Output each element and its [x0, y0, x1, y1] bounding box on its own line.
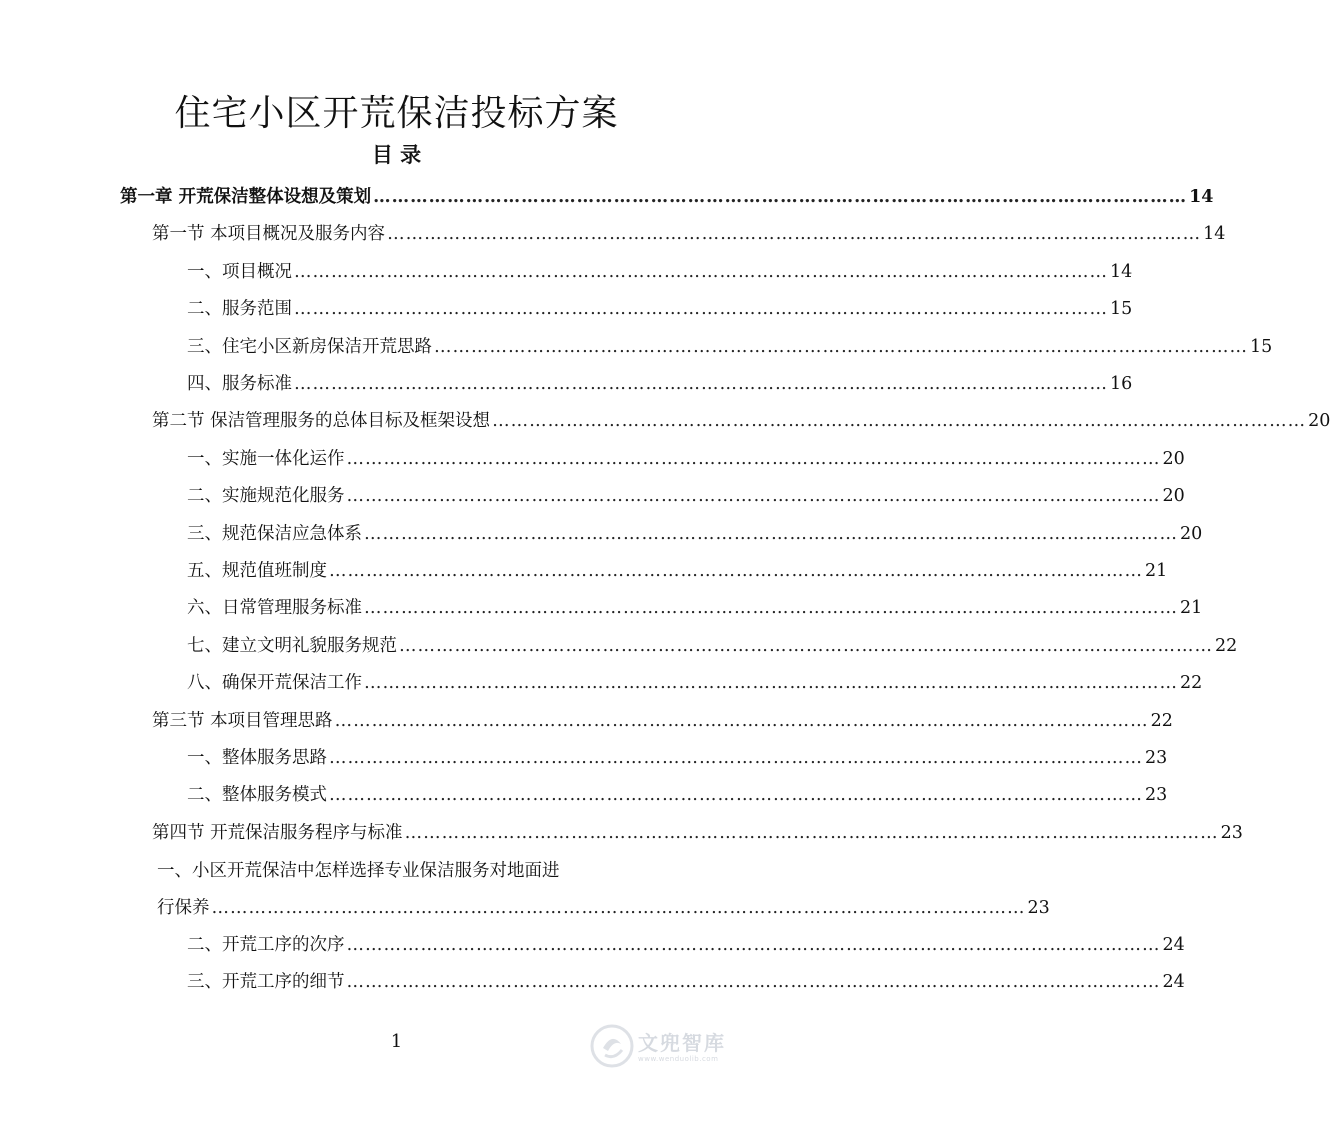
toc-label: 二、服务范围: [187, 299, 292, 320]
leader-dots: ……………………………………………………………………………………………………………………: [364, 598, 1178, 619]
toc-page-number: 21: [1180, 598, 1203, 619]
toc-label: 四、服务标准: [187, 374, 292, 394]
toc-page-number: 15: [1250, 336, 1273, 357]
toc-section[interactable]: [152, 408, 1330, 434]
toc-item[interactable]: [187, 371, 1133, 397]
toc-page-number: 22: [1150, 710, 1173, 731]
toc-label: 二、实施规范化服务: [187, 486, 345, 507]
toc-label: 一、整体服务思路: [187, 748, 327, 768]
toc-item[interactable]: [187, 782, 1168, 808]
toc-label: 二、整体服务模式: [187, 785, 327, 806]
leader-dots: ……………………………………………………………………………………………………………………: [294, 261, 1108, 282]
toc-item[interactable]: [187, 521, 1203, 547]
toc-item[interactable]: [187, 633, 1238, 659]
toc-item[interactable]: [187, 595, 1203, 621]
toc-item[interactable]: [187, 558, 1168, 584]
toc-label: 三、规范保洁应急体系: [187, 523, 362, 544]
leader-dots: ……………………………………………………………………………………………………………………: [329, 748, 1143, 768]
leader-dots: ……………………………………………………………………………………………………………………: [387, 224, 1202, 245]
leader-dots: ……………………………………………………………………………………………………………………: [346, 486, 1161, 507]
leader-dots: ……………………………………………………………………………………………………………………: [373, 187, 1188, 207]
toc-page-number: 16: [1110, 374, 1133, 394]
toc-page-number: 14: [1110, 261, 1133, 282]
toc-chapter[interactable]: [120, 184, 1214, 210]
leader-dots: ……………………………………………………………………………………………………………………: [346, 935, 1161, 955]
toc-label: 第一章 开荒保洁整体设想及策划: [120, 187, 372, 207]
watermark-name: 文兜智库: [638, 1031, 726, 1055]
toc-page-number: 15: [1110, 299, 1133, 320]
toc-page-number: 23: [1145, 748, 1168, 768]
leader-dots: ……………………………………………………………………………………………………………………: [211, 897, 1026, 918]
toc-page-number: 23: [1145, 785, 1168, 806]
leader-dots: ……………………………………………………………………………………………………………………: [364, 673, 1178, 694]
toc-label: 行保养: [157, 897, 210, 918]
page-number: 1: [390, 1031, 403, 1052]
toc-label: 一、实施一体化运作: [187, 448, 345, 469]
toc-page-number: 23: [1027, 897, 1050, 918]
toc-label: 二、开荒工序的次序: [187, 935, 345, 955]
toc-label: 五、规范值班制度: [187, 561, 327, 581]
toc-item[interactable]: [187, 259, 1133, 285]
toc-page-number: 21: [1145, 561, 1168, 581]
toc-label: 第二节 保洁管理服务的总体目标及框架设想: [152, 411, 491, 432]
toc-item-label-line1: 一、小区开荒保洁中怎样选择专业保洁服务对地面进: [157, 860, 560, 881]
toc-label: 第四节 开荒保洁服务程序与标准: [152, 822, 403, 843]
toc-item[interactable]: [187, 296, 1133, 322]
toc-page-number: 24: [1162, 935, 1185, 955]
toc-label: 六、日常管理服务标准: [187, 598, 362, 619]
toc-item[interactable]: [157, 860, 1050, 921]
leader-dots: ……………………………………………………………………………………………………………………: [399, 635, 1213, 656]
toc-page-number: 22: [1215, 635, 1238, 656]
toc-label: 三、住宅小区新房保洁开荒思路: [187, 336, 432, 357]
toc-item[interactable]: [187, 745, 1168, 771]
toc-page-number: 23: [1220, 822, 1243, 843]
leader-dots: ……………………………………………………………………………………………………………………: [294, 299, 1108, 320]
toc-label: 第三节 本项目管理思路: [152, 710, 333, 731]
toc-page-number: 24: [1162, 972, 1185, 993]
leader-dots: ……………………………………………………………………………………………………………………: [329, 561, 1143, 581]
document-title: 住宅小区开荒保洁投标方案: [174, 93, 619, 134]
leader-dots: ……………………………………………………………………………………………………………………: [346, 972, 1161, 993]
toc-label: 一、项目概况: [187, 261, 292, 282]
leader-dots: ……………………………………………………………………………………………………………………: [329, 785, 1143, 806]
toc-item[interactable]: [187, 334, 1273, 360]
leader-dots: ……………………………………………………………………………………………………………………: [404, 822, 1219, 843]
toc-item[interactable]: [187, 446, 1185, 472]
toc-label: 七、建立文明礼貌服务规范: [187, 635, 397, 656]
leader-dots: ……………………………………………………………………………………………………………………: [294, 374, 1108, 394]
toc-page-number: 14: [1203, 224, 1226, 245]
watermark: [590, 1024, 750, 1072]
toc-page-number: 20: [1308, 411, 1330, 432]
toc-page-number: 20: [1180, 523, 1203, 544]
toc-label: 八、确保开荒保洁工作: [187, 673, 362, 694]
leader-dots: ……………………………………………………………………………………………………………………: [334, 710, 1149, 731]
leader-dots: ……………………………………………………………………………………………………………………: [346, 448, 1161, 469]
toc-page-number: 20: [1162, 448, 1185, 469]
toc-heading: 目 录: [371, 142, 422, 167]
toc-item[interactable]: [187, 483, 1185, 509]
toc-item[interactable]: [187, 969, 1185, 995]
toc-label: 第一节 本项目概况及服务内容: [152, 224, 386, 245]
toc-section[interactable]: [152, 820, 1243, 846]
leader-dots: ……………………………………………………………………………………………………………………: [492, 411, 1307, 432]
leader-dots: ……………………………………………………………………………………………………………………: [434, 336, 1248, 357]
toc-item[interactable]: [187, 932, 1185, 958]
toc-label: 三、开荒工序的细节: [187, 972, 345, 993]
toc-page-number: 14: [1189, 187, 1214, 207]
leader-dots: ……………………………………………………………………………………………………………………: [364, 523, 1178, 544]
toc-item[interactable]: [187, 670, 1203, 696]
toc-section[interactable]: [152, 221, 1226, 247]
toc-page-number: 20: [1162, 486, 1185, 507]
watermark-url: www.wenduolib.com: [638, 1055, 719, 1063]
toc-section[interactable]: [152, 708, 1173, 734]
toc-page-number: 22: [1180, 673, 1203, 694]
wendu-logo-icon: [590, 1024, 634, 1072]
